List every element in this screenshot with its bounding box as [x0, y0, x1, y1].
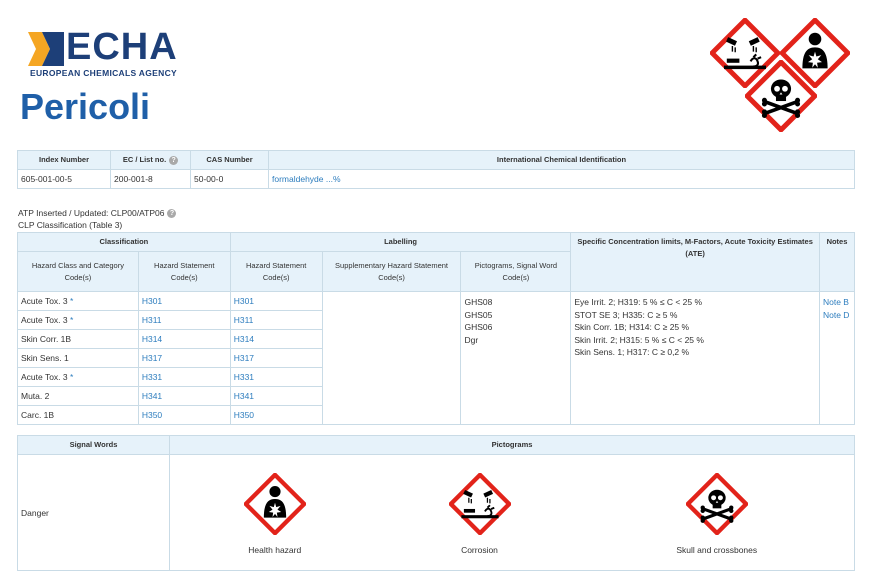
pictogram-caption: Skull and crossbones — [676, 545, 758, 555]
logo-subtitle: EUROPEAN CHEMICALS AGENCY — [30, 68, 177, 78]
group-notes: Notes — [819, 233, 854, 292]
col-label-statement: Hazard Statement Code(s) — [230, 252, 322, 292]
hazard-statement-link[interactable]: H311 — [138, 311, 230, 330]
hazard-statement-link[interactable]: H301 — [138, 292, 230, 311]
atp-line: ATP Inserted / Updated: CLP00/ATP06 ? — [18, 208, 176, 218]
hazard-class: Acute Tox. 3 * — [18, 292, 139, 311]
label-statement-link[interactable]: H350 — [230, 406, 322, 425]
col-cas-number: CAS Number — [191, 151, 269, 170]
supplementary-cell — [322, 292, 461, 425]
note-link[interactable]: Note D — [822, 309, 850, 320]
pictogram-code: GHS05 — [464, 309, 493, 320]
col-chemical-identification: International Chemical Identification — [269, 151, 855, 170]
hazard-class: Acute Tox. 3 * — [18, 368, 139, 387]
pictogram-item — [380, 455, 580, 571]
table-row — [18, 292, 855, 311]
note-link[interactable]: Note B — [822, 297, 849, 307]
hazard-class: Skin Sens. 1 — [18, 349, 139, 368]
label-statement-link[interactable]: H311 — [230, 311, 322, 330]
cas-number: 50-00-0 — [191, 170, 269, 189]
ec-number: 200-001-8 — [111, 170, 191, 189]
notes-cell — [819, 292, 854, 425]
col-pictograms-header: Pictograms — [170, 436, 855, 455]
col-signal-words: Signal Words — [18, 436, 170, 455]
logo-text: ECHA — [66, 26, 178, 68]
clp-table — [17, 232, 855, 425]
signal-word-code: Dgr — [464, 334, 479, 345]
pictogram-codes — [461, 292, 571, 425]
label-statement-link[interactable]: H331 — [230, 368, 322, 387]
col-index-number: Index Number — [18, 151, 111, 170]
help-icon[interactable]: ? — [167, 209, 176, 218]
signal-table — [17, 435, 855, 571]
pictogram-item — [580, 455, 855, 571]
group-labelling: Labelling — [230, 233, 571, 252]
scl-item: Eye Irrit. 2; H319: 5 % ≤ C < 25 % — [574, 297, 703, 307]
group-classification: Classification — [18, 233, 231, 252]
col-hazard-class: Hazard Class and Category Code(s) — [18, 252, 139, 292]
group-scl: Specific Concentration limits, M-Factors, Acute Toxicity Estimates (ATE) — [571, 233, 820, 292]
hazard-statement-link[interactable]: H350 — [138, 406, 230, 425]
skull-crossbones-icon — [745, 60, 817, 132]
chemical-name-link[interactable]: formaldehyde ...% — [269, 170, 855, 189]
label-statement-link[interactable]: H341 — [230, 387, 322, 406]
hazard-class: Acute Tox. 3 * — [18, 311, 139, 330]
scl-item: Skin Irrit. 2; H315: 5 % ≤ C < 25 % — [574, 334, 704, 345]
pictogram-code: GHS08 — [464, 297, 493, 307]
echa-logo-mark-icon — [28, 32, 64, 66]
hazard-class: Skin Corr. 1B — [18, 330, 139, 349]
pictogram-caption: Corrosion — [461, 545, 498, 555]
hazard-class: Muta. 2 — [18, 387, 139, 406]
scl-item: STOT SE 3; H335: C ≥ 5 % — [574, 309, 678, 320]
hazard-statement-link[interactable]: H317 — [138, 349, 230, 368]
hazard-statement-link[interactable]: H314 — [138, 330, 230, 349]
hazard-statement-link[interactable]: H341 — [138, 387, 230, 406]
corrosion-icon — [449, 473, 511, 535]
help-icon[interactable]: ? — [169, 156, 178, 165]
col-supplementary: Supplementary Hazard Statement Code(s) — [322, 252, 461, 292]
label-statement-link[interactable]: H314 — [230, 330, 322, 349]
pictogram-caption: Health hazard — [248, 545, 302, 555]
scl-cell — [571, 292, 820, 425]
echa-logo[interactable] — [28, 26, 218, 80]
pictogram-code: GHS06 — [464, 322, 493, 332]
col-hazard-statement: Hazard Statement Code(s) — [138, 252, 230, 292]
identification-table — [17, 150, 855, 189]
index-number: 605-001-00-5 — [18, 170, 111, 189]
page-title: Pericoli — [20, 86, 151, 127]
scl-item: Skin Corr. 1B; H314: C ≥ 25 % — [574, 322, 690, 332]
hazard-class: Carc. 1B — [18, 406, 139, 425]
skull-crossbones-icon — [686, 473, 748, 535]
health-hazard-icon — [244, 473, 306, 535]
scl-item: Skin Sens. 1; H317: C ≥ 0,2 % — [574, 347, 690, 357]
pictogram-item — [170, 455, 380, 571]
hazard-statement-link[interactable]: H331 — [138, 368, 230, 387]
col-pictograms: Pictograms, Signal Word Code(s) — [461, 252, 571, 292]
clp-line: CLP Classification (Table 3) — [18, 220, 123, 230]
col-ec-list-no: EC / List no. ? — [111, 151, 191, 170]
signal-word: Danger — [18, 455, 170, 571]
label-statement-link[interactable]: H301 — [230, 292, 322, 311]
label-statement-link[interactable]: H317 — [230, 349, 322, 368]
